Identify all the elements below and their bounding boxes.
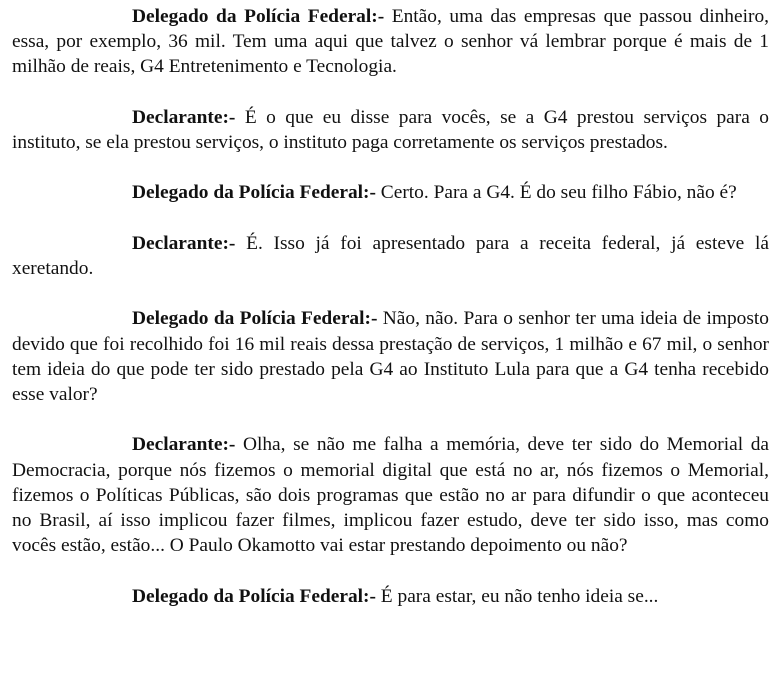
paragraph-text: É o que eu disse para vocês, se a G4 prestou serviços para o instituto, se ela prestou serviços, o instituto paga corretamente os serviços prestados. (12, 106, 769, 153)
transcript-paragraph (12, 306, 769, 407)
speaker-label: Declarante:- (132, 434, 236, 456)
paragraph-text: Não, não. Para o senhor ter uma ideia de imposto devido que foi recolhido foi 16 mil reais dessa prestação de serviços, 1 milhão e 67 mil, o senhor tem ideia do que pode ter sido prestado pela G4 ao Instituto Lula para que a G4 tenha recebido esse valor? (12, 308, 769, 405)
transcript-paragraph (12, 231, 769, 281)
speaker-label: Declarante:- (132, 232, 236, 254)
transcript-paragraph (12, 180, 769, 205)
paragraph-text: É para estar, eu não tenho ideia se... (375, 585, 659, 607)
speaker-label: Delegado da Polícia Federal:- (132, 308, 378, 330)
paragraph-text: Então, uma das empresas que passou dinheiro, essa, por exemplo, 36 mil. Tem uma aqui que talvez o senhor vá lembrar porque é mais de 1 milhão de reais, G4 Entretenimento e Tecnologia. (12, 6, 769, 78)
transcript-document (12, 4, 769, 634)
transcript-paragraph (12, 4, 769, 80)
transcript-paragraph (12, 432, 769, 558)
speaker-label: Declarante:- (132, 106, 236, 128)
transcript-paragraph (12, 105, 769, 155)
speaker-label: Delegado da Polícia Federal:- (132, 585, 376, 607)
speaker-label: Delegado da Polícia Federal:- (132, 182, 376, 204)
transcript-paragraph (12, 584, 769, 609)
speaker-label: Delegado da Polícia Federal:- (132, 6, 385, 27)
paragraph-text: Olha, se não me falha a memória, deve ter sido do Memorial da Democracia, porque nós fizemos o memorial digital que está no ar, nós fizemos o Memorial, fizemos o Políticas Públicas, são dois programas que estão no ar para difundir o que aconteceu no Brasil, aí isso implicou fazer filmes, implicou fazer estudo, deve ter sido isso, mas como vocês estão, estão... O Paulo Okamotto vai estar prestando depoimento ou não? (12, 434, 769, 557)
paragraph-text: É. Isso já foi apresentado para a receita federal, já esteve lá xeretando. (12, 232, 769, 279)
paragraph-text: Certo. Para a G4. É do seu filho Fábio, não é? (375, 182, 737, 204)
